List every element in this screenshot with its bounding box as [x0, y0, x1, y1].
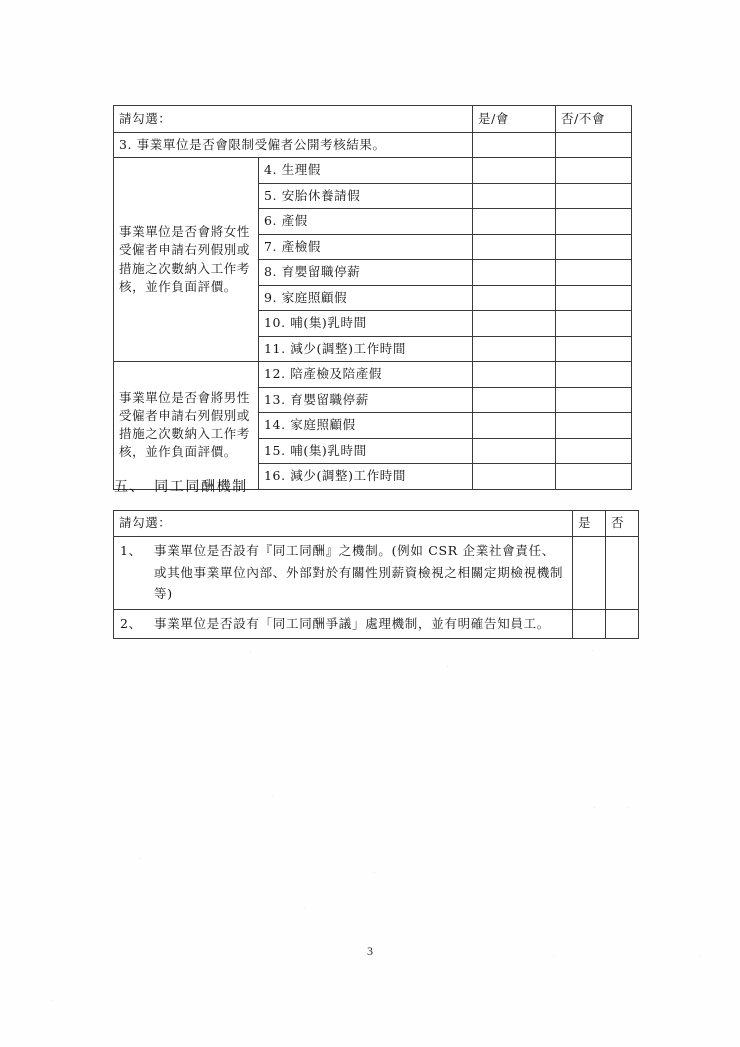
answer-cell-no[interactable]	[556, 285, 632, 311]
group-label-female: 事業單位是否會將女性受僱者申請右列假別或措施之次數納入工作考核，並作負面評價。	[114, 158, 259, 362]
answer-cell-no[interactable]	[556, 438, 632, 464]
leave-item: 9. 家庭照顧假	[259, 285, 473, 311]
question-text: 事業單位是否設有「同工同酬爭議」處理機制，並有明確告知員工。	[154, 615, 551, 631]
scan-speckle	[52, 1000, 53, 1001]
equal-pay-question	[114, 537, 573, 610]
column-header-no: 否/不會	[556, 106, 632, 133]
section-title: 同工同酬機制	[154, 479, 248, 495]
leave-item: 7. 產檢假	[259, 234, 473, 260]
answer-cell-yes[interactable]	[473, 362, 556, 388]
answer-cell-no[interactable]	[556, 336, 632, 362]
scan-speckle	[374, 872, 375, 873]
column-header-yes: 是	[573, 511, 606, 537]
scan-speckle	[272, 795, 273, 796]
question-3-text: 3. 事業單位是否會限制受僱者公開考核結果。	[114, 133, 473, 158]
answer-cell-no[interactable]	[556, 413, 632, 439]
leave-item: 4. 生理假	[259, 158, 473, 184]
answer-cell-yes[interactable]	[573, 609, 606, 639]
scan-speckle	[594, 807, 595, 808]
leave-item: 5. 安胎休養請假	[259, 183, 473, 209]
answer-cell-yes[interactable]	[473, 464, 556, 490]
answer-cell-no[interactable]	[556, 260, 632, 286]
column-header-no: 否	[606, 511, 639, 537]
leave-item: 14. 家庭照顧假	[259, 413, 473, 439]
checklist-prompt: 請勾選：	[114, 106, 473, 133]
scan-speckle	[592, 650, 593, 651]
table-row	[114, 362, 632, 388]
answer-cell-yes[interactable]	[473, 285, 556, 311]
leave-item: 8. 育嬰留職停薪	[259, 260, 473, 286]
section-number: 五、	[114, 479, 146, 495]
scan-speckle	[553, 955, 554, 956]
table-row	[114, 158, 632, 184]
leave-item: 6. 產假	[259, 209, 473, 235]
table-header-row	[114, 511, 639, 537]
leave-item: 10. 哺(集)乳時間	[259, 311, 473, 337]
answer-cell-no[interactable]	[556, 183, 632, 209]
page-number: 3	[367, 944, 373, 958]
equal-pay-table	[113, 510, 639, 639]
answer-cell-yes[interactable]	[473, 260, 556, 286]
answer-cell-no[interactable]	[606, 609, 639, 639]
question-number: 2、	[120, 615, 142, 631]
scan-speckle	[250, 652, 251, 653]
leave-item: 12. 陪產檢及陪產假	[259, 362, 473, 388]
section-heading	[114, 476, 248, 496]
scan-speckle	[139, 858, 140, 859]
answer-cell-no[interactable]	[556, 362, 632, 388]
answer-cell-no[interactable]	[556, 133, 632, 158]
answer-cell-yes[interactable]	[473, 336, 556, 362]
answer-cell-yes[interactable]	[473, 413, 556, 439]
answer-cell-no[interactable]	[556, 209, 632, 235]
table-row	[114, 537, 639, 610]
answer-cell-no[interactable]	[556, 311, 632, 337]
answer-cell-no[interactable]	[556, 387, 632, 413]
answer-cell-yes[interactable]	[473, 209, 556, 235]
equal-pay-question	[114, 609, 573, 639]
question-number: 1、	[120, 543, 142, 558]
work-evaluation-table	[113, 105, 632, 490]
leave-item: 11. 減少(調整)工作時間	[259, 336, 473, 362]
scan-speckle	[304, 908, 305, 909]
answer-cell-yes[interactable]	[473, 438, 556, 464]
scan-speckle	[700, 955, 701, 956]
answer-cell-yes[interactable]	[473, 234, 556, 260]
scan-speckle	[447, 666, 448, 667]
answer-cell-no[interactable]	[606, 537, 639, 610]
question-text: 事業單位是否設有『同工同酬』之機制。(例如 CSR 企業社會責任、或其他事業單位內部、外部對於有關性別薪資檢視之相關定期檢視機制等)	[154, 543, 564, 601]
answer-cell-yes[interactable]	[473, 183, 556, 209]
leave-item: 16. 減少(調整)工作時間	[259, 464, 473, 490]
answer-cell-yes[interactable]	[473, 387, 556, 413]
table-row	[114, 609, 639, 639]
answer-cell-yes[interactable]	[473, 133, 556, 158]
table-row	[114, 133, 632, 158]
leave-item: 13. 育嬰留職停薪	[259, 387, 473, 413]
scan-speckle	[628, 807, 629, 808]
answer-cell-no[interactable]	[556, 158, 632, 184]
answer-cell-no[interactable]	[556, 464, 632, 490]
answer-cell-no[interactable]	[556, 234, 632, 260]
column-header-yes: 是/會	[473, 106, 556, 133]
checklist-prompt: 請勾選：	[114, 511, 573, 537]
leave-item: 15. 哺(集)乳時間	[259, 438, 473, 464]
answer-cell-yes[interactable]	[473, 158, 556, 184]
answer-cell-yes[interactable]	[473, 311, 556, 337]
answer-cell-yes[interactable]	[573, 537, 606, 610]
table-header-row	[114, 106, 632, 133]
group-label-male: 事業單位是否會將男性受僱者申請右列假別或措施之次數納入工作考核，並作負面評價。	[114, 362, 259, 490]
